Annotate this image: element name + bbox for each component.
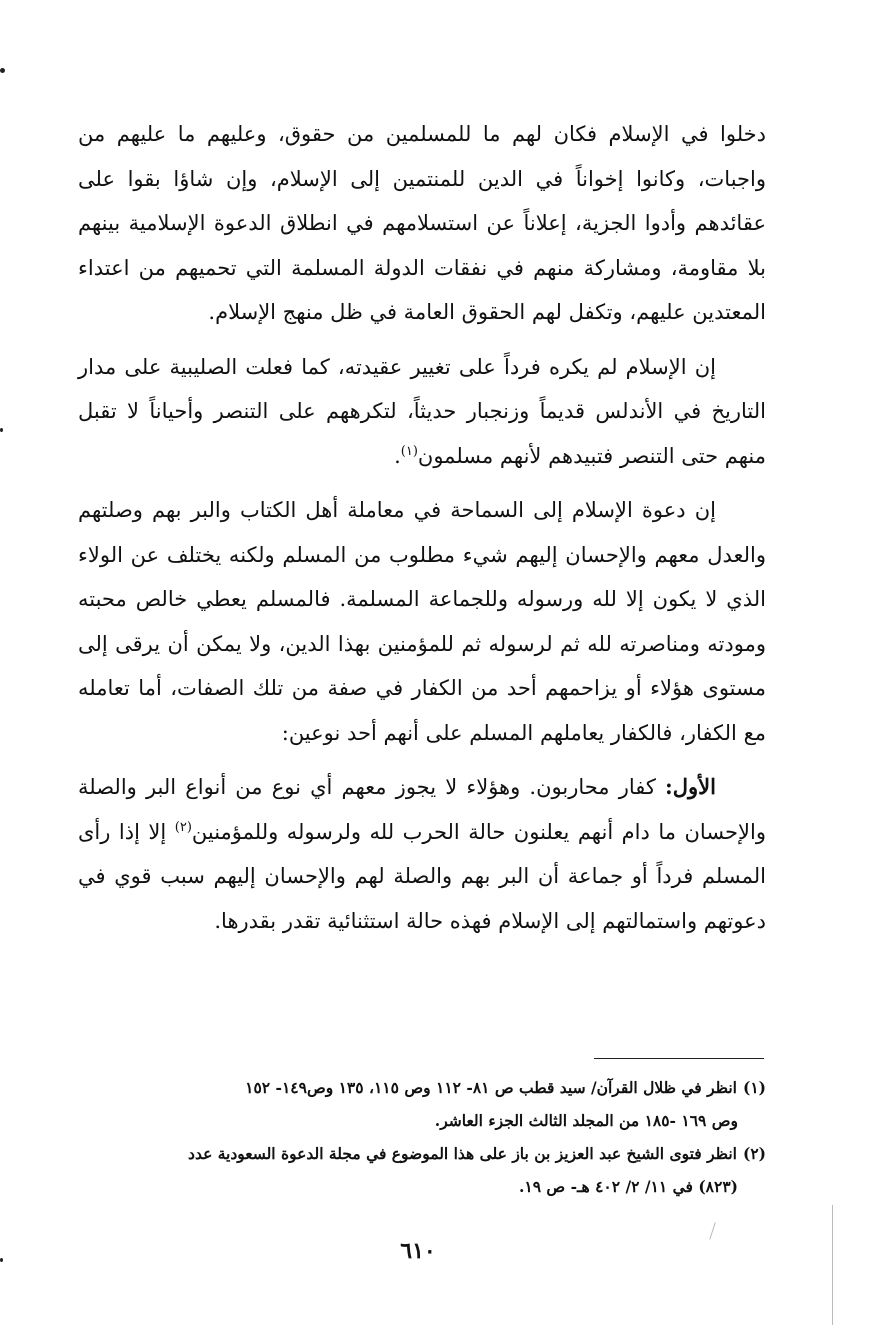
footnote-1-mark: (١) <box>742 1078 766 1097</box>
footnote-1-line1: انظر في ظلال القرآن/ سيد قطب ص ٨١- ١١٢ وص ١١٥، ١٣٥ وص١٤٩- ١٥٢ <box>245 1078 737 1097</box>
footnote-ref-2: (٢) <box>174 819 192 835</box>
paragraph-4 <box>78 765 766 943</box>
first-type-text-b: إلا إذا رأى المسلم فرداً أو جماعة أن البر بهم والصلة لهم والإحسان إليهم سبب قوي في دعوتهم واستمالتهم إلى الإسلام فهذه حالة استثنائية تقدر بقدرها. <box>78 819 766 933</box>
main-text <box>78 112 766 943</box>
footnote-2 <box>78 1137 766 1203</box>
footnote-1-line2: وص ١٦٩ -١٨٥ من المجلد الثالث الجزء العاشر. <box>434 1111 738 1130</box>
footnote-2-line1: انظر فتوى الشيخ عبد العزيز بن باز على هذا الموضوع في مجلة الدعوة السعودية عدد <box>188 1144 737 1163</box>
first-type-term: الأول: <box>665 774 716 799</box>
paragraph-2-text: إن الإسلام لم يكره فرداً على تغيير عقيدته، كما فعلت الصليبية على مدار التاريخ في الأندلس قديماً وزنجبار حديثاً، لتكرههم على التنصر وأحياناً لا تقبل منهم حتى التنصر فتبيدهم لأنهم مسلمون <box>78 354 766 468</box>
scan-edge-line <box>709 1222 716 1239</box>
paragraph-2-end: . <box>394 443 401 468</box>
page-number: ٦١٠ <box>400 1238 436 1264</box>
first-type-text-a: كفار محاربون. وهؤلاء لا يجوز معهم أي نوع من أنواع البر والصلة والإحسان ما دام أنهم يعلنون حالة الحرب لله ولرسوله وللمؤمنين <box>78 775 766 844</box>
paragraph-1: دخلوا في الإسلام فكان لهم ما للمسلمين من حقوق، وعليهم ما عليهم من واجبات، وكانوا إخواناً في الدين للمنتمين إلى الإسلام، وإن شاؤا بقوا على عقائدهم وأدوا الجزية، إعلاناً عن استسلامهم في انطلاق الدعوة الإسلامية بينهم بلا مقاومة، ومشاركة منهم في نفقات الدولة المسلمة التي تحميهم من اعتداء المعتدين عليهم، وتكفل لهم الحقوق العامة في ظل منهج الإسلام. <box>78 122 766 324</box>
paragraph-3: إن دعوة الإسلام إلى السماحة في معاملة أهل الكتاب والبر بهم وصلتهم والعدل معهم والإحسان إليهم شيء مطلوب من المسلم ولكنه يختلف عن الولاء الذي لا يكون إلا لله ورسوله وللجماعة المسلمة. فالمسلم يعطي خالص محبته ومودته ومناصرته لله ثم لرسوله ثم للمؤمنين بهذا الدين، ولا يمكن أن يرقى إلى مستوى هؤلاء أو يزاحمهم أحد من الكفار في صفة من تلك الصفات، أما تعامله مع الكفار، فالكفار يعاملهم المسلم على أنهم أحد نوعين: <box>78 498 766 745</box>
footnote-ref-1: (١) <box>400 443 418 459</box>
scan-speck <box>0 68 5 73</box>
footnote-1 <box>78 1071 766 1137</box>
footnote-2-line2: (٨٢٣) في ١١/ ٢/ ٤٠٢ هـ- ص ١٩. <box>518 1177 738 1196</box>
scan-speck <box>0 1258 3 1262</box>
paragraph-2 <box>78 345 766 479</box>
scan-edge-line <box>832 1205 833 1325</box>
footnote-divider <box>594 1058 764 1059</box>
scan-speck <box>0 428 3 432</box>
footnote-2-mark: (٢) <box>742 1144 766 1163</box>
footnotes <box>78 1071 766 1203</box>
